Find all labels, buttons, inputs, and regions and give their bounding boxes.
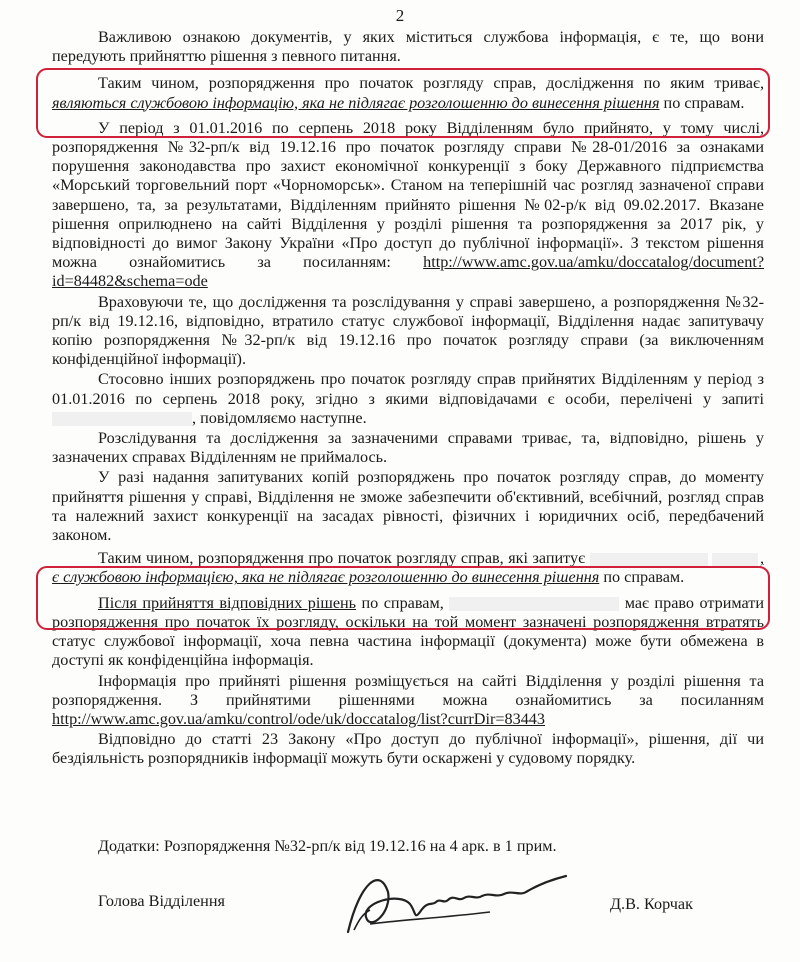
redacted-area: [52, 412, 192, 426]
paragraph-8-underlined: , є службовою інформацією, яка не підлягає розголошенню до винесення рішення: [52, 549, 765, 587]
paragraph-1: Важливою ознакою документів, у яких міститься службова інформація, є те, що вони передують прийняттю рішення з певного питання.: [52, 28, 764, 66]
letter-body: [52, 28, 764, 770]
decision-link[interactable]: http://www.amc.gov.ua/amku/doccatalog/document?id=84482&schema=ode: [52, 253, 765, 291]
paragraph-2-underlined: являються службовою інформацію, яка не підлягає розголошенню до винесення рішення: [52, 93, 660, 112]
paragraph-4: Враховуючи те, що дослідження та розслідування у справі завершено, а розпорядження №32-рп/к від 19.12.16, відповідно, втратило статус службової інформації, Відділення надає запитувачу копію розпорядження №32-рп/к від 19.12.16 про початок розгляду справи (за виключенням конфіденційної інформації).: [52, 292, 764, 369]
paragraph-8: Таким чином, розпорядження про початок розгляду справ, які запитує , є службовою інформацією, яка не підлягає розголошенню до винесення рішення по справам.: [52, 549, 765, 587]
paragraph-3: У період з 01.01.2016 по серпень 2018 року Відділенням було прийнято, у тому числі, розпорядження №32-рп/к від 19.12.16 про початок розгляду справи №28-01/2016 за ознаками порушення законодавства про захист економічної конкуренції з боку Державного підприємства «Морський торговельний порт «Чорноморськ». Станом на теперішній час розгляд зазначеної справи завершено, та, за результатами, Відділенням прийнято рішення №02-р/к від 09.02.2017. Вказане рішення оприлюднено на сайті Відділення у розділі рішення та розпорядження за 2017 рік, у відповідності до вимог Закону України «Про доступ до публічної інформації». З текстом рішення можна ознайомитись за посиланням: http://www.amc.gov.ua/amku/doccatalog/document?id=84482&schema=ode: [52, 118, 765, 291]
paragraph-11: Відповідно до статті 23 Закону «Про доступ до публічної інформації», рішення, дії чи бездіяльність розпорядників інформації можуть бути оскаржені у судовому порядку.: [52, 730, 764, 768]
paragraph-7: У разі надання запитуваних копій розпоряджень про початок розгляду справ, до моменту прийняття рішення у справі, Відділення не зможе забезпечити об'єктивний, всебічний, розгляд справ та належний захист конкуренції на засадах рівності, фізичних і юридичних осіб, передбачений законом.: [52, 468, 764, 545]
page-number: 2: [395, 6, 405, 25]
paragraph-6: Розслідування та дослідження за зазначеними справами триває, та, відповідно, рішень у зазначених справах Відділенням не приймалось.: [52, 429, 764, 467]
signature-image: [340, 862, 580, 942]
paragraph-5: Стосовно інших розпоряджень про початок розгляду справ прийнятих Відділенням у період з 01.01.2016 по серпень 2018 року, згідно з якими відповідачами є особи, перелічені у запиті , повідомляємо наступне.: [52, 370, 764, 427]
redacted-area: [449, 597, 619, 611]
paragraph-10: Інформація про прийняті рішення розміщується на сайті Відділення у розділі рішення та розпорядження. З прийнятими рішеннями можна ознайомитись за посиланням http://www.amc.gov.ua/amku/control/ode/uk/doccatalog/list?currDir=83443: [52, 671, 764, 728]
attachment-line: Додатки: Розпорядження №32-рп/к від 19.12.16 на 4 арк. в 1 прим.: [98, 837, 557, 855]
redacted-area: [590, 553, 708, 567]
paragraph-9: Після прийняття відповідних рішень по справам, має право отримати розпорядження про початок їх розгляду, оскільки на той момент зазначені розпорядження втратять статус службової інформації, хоча певна частина інформації (документа) може бути обмежена в доступі як конфіденційна інформація.: [52, 593, 765, 670]
paragraph-2: Таким чином, розпорядження про початок розгляду справ, дослідження по яким триває, являються службовою інформацію, яка не підлягає розголошенню до винесення рішення по справам.: [52, 74, 764, 112]
decisions-list-link[interactable]: http://www.amc.gov.ua/amku/control/ode/uk/doccatalog/list?currDir=83443: [52, 709, 545, 728]
signatory-name: Д.В. Корчак: [610, 895, 693, 913]
signatory-title: Голова Відділення: [98, 892, 225, 910]
redacted-area: [712, 553, 758, 567]
